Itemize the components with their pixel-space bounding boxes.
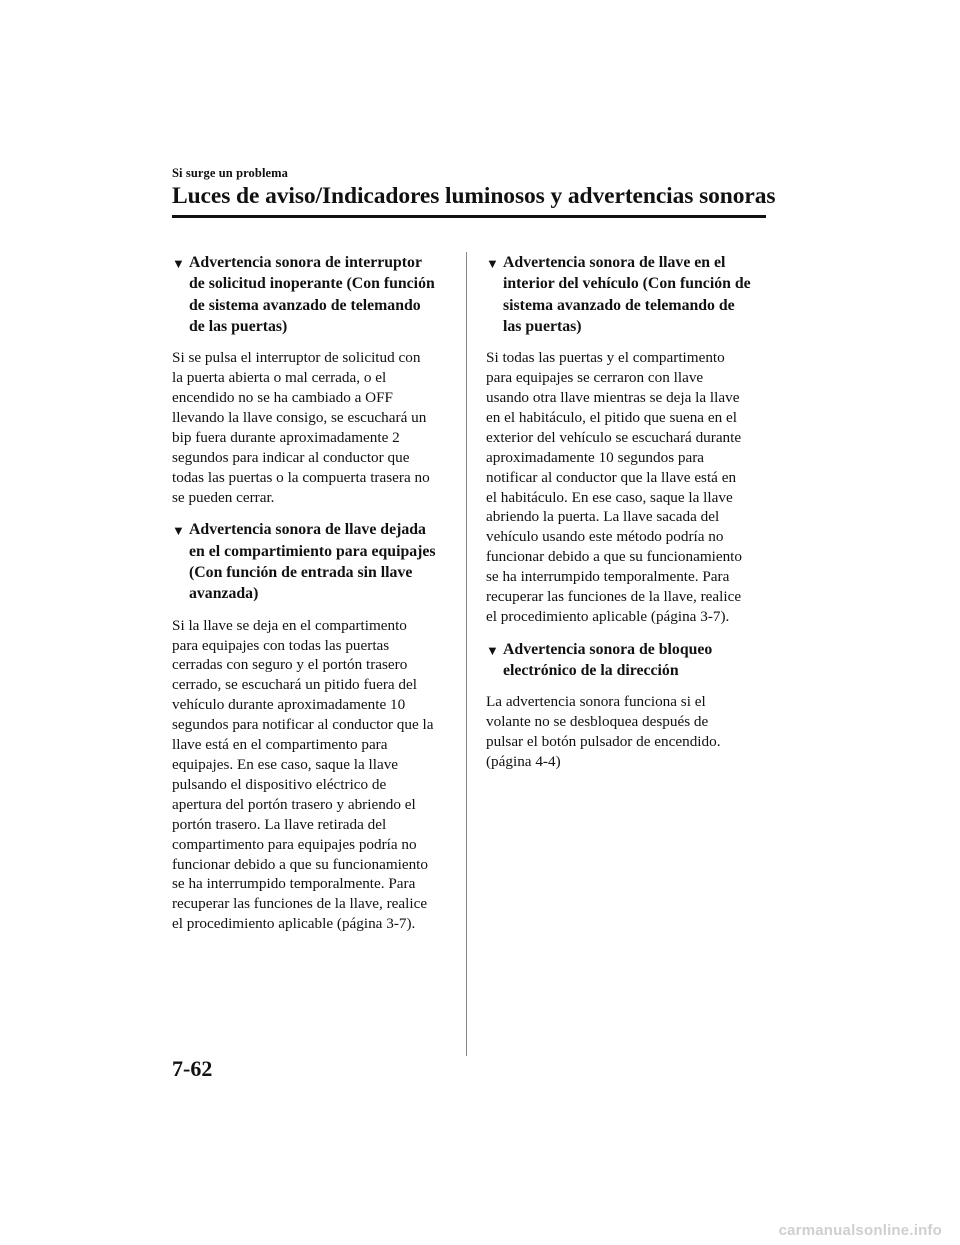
- triangle-marker-icon: ▼: [172, 256, 185, 271]
- body-line: usando otra llave mientras se deja la llave: [486, 389, 740, 406]
- watermark: carmanualsonline.info: [778, 1222, 942, 1239]
- column-divider: [466, 252, 467, 1056]
- section-heading: [172, 252, 454, 337]
- body-line: la puerta abierta o mal cerrada, o el: [172, 369, 387, 387]
- body-paragraph: [172, 348, 454, 507]
- title-rule: [172, 215, 766, 218]
- body-line: llave está en el compartimento para: [172, 736, 388, 754]
- triangle-marker-icon: ▼: [486, 642, 499, 658]
- body-line: Si la llave se deja en el compartimento: [172, 616, 407, 634]
- left-column: [172, 252, 454, 946]
- heading-line: en el compartimiento para equipajes: [189, 542, 436, 560]
- body-line: abriendo la puerta. La llave sacada del: [486, 508, 720, 526]
- heading-line: Advertencia sonora de llave dejada: [189, 521, 426, 539]
- page-title: Luces de aviso/Indicadores luminosos y advertencias sonoras: [172, 183, 776, 209]
- body-line: funcionar debido a que su funcionamiento: [172, 855, 428, 873]
- body-line: (página 4-4): [486, 753, 561, 771]
- body-line: equipajes. En ese caso, saque la llave: [172, 755, 399, 773]
- section-heading: [172, 519, 454, 604]
- triangle-marker-icon: ▼: [486, 256, 499, 271]
- heading-line: avanzada): [189, 585, 259, 603]
- body-line: para equipajes se cerraron con llave: [486, 369, 704, 387]
- body-paragraph: [486, 348, 768, 627]
- body-line: el habitáculo. En ese caso, saque la llave: [486, 488, 733, 506]
- body-line: La advertencia sonora funciona si el: [486, 693, 706, 711]
- body-line: notificar al conductor que la llave está en: [486, 468, 737, 486]
- body-line: llevando la llave consigo, se escuchará un: [172, 408, 427, 426]
- body-line: cerrado, se escuchará un pitido fuera del: [172, 676, 417, 694]
- heading-line: Advertencia sonora de interruptor: [189, 254, 422, 271]
- body-line: exterior del vehículo se escuchará durante: [486, 428, 742, 446]
- body-line: portón trasero. La llave retirada del: [172, 815, 387, 833]
- body-line: en el habitáculo, el pitido que suena en el: [486, 408, 737, 426]
- body-line: se pueden cerrar.: [172, 488, 275, 506]
- body-line: apertura del portón trasero y abriendo el: [172, 795, 416, 813]
- heading-line: sistema avanzado de telemando de: [503, 296, 735, 314]
- body-line: Si se pulsa el interruptor de solicitud con: [172, 349, 421, 367]
- body-line: el procedimiento aplicable (página 3-7).: [486, 607, 730, 625]
- body-line: pulsar el botón pulsador de encendido.: [486, 733, 721, 751]
- body-paragraph: [486, 692, 768, 772]
- heading-line: (Con función de entrada sin llave: [189, 564, 413, 582]
- heading-line: interior del vehículo (Con función de: [503, 275, 751, 293]
- body-line: para equipajes con todas las puertas: [172, 636, 390, 654]
- body-line: bip fuera durante aproximadamente 2: [172, 428, 400, 446]
- body-line: el procedimiento aplicable (página 3-7).: [172, 915, 416, 933]
- body-line: vehículo usando este método podría no: [486, 528, 724, 546]
- section-label: Si surge un problema: [172, 166, 289, 180]
- body-line: volante no se desbloquea después de: [486, 713, 709, 731]
- heading-line: electrónico de la dirección: [503, 662, 679, 680]
- body-line: recuperar las funciones de la llave, realice: [486, 588, 742, 606]
- body-line: funcionar debido a que su funcionamiento: [486, 548, 742, 566]
- right-column: [486, 252, 768, 784]
- heading-line: de las puertas): [189, 317, 288, 335]
- triangle-marker-icon: ▼: [172, 523, 185, 539]
- page-number: 7-62: [172, 1056, 213, 1081]
- body-paragraph: [172, 616, 454, 935]
- heading-line: de solicitud inoperante (Con función: [189, 275, 435, 293]
- body-line: aproximadamente 10 segundos para: [486, 448, 705, 466]
- body-line: todas las puertas o la compuerta trasera no: [172, 468, 430, 486]
- body-line: encendido no se ha cambiado a OFF: [172, 389, 394, 406]
- heading-line: Advertencia sonora de bloqueo: [503, 640, 713, 658]
- body-line: se ha interrumpido temporalmente. Para: [172, 875, 416, 893]
- body-line: se ha interrumpido temporalmente. Para: [486, 568, 730, 586]
- heading-line: de sistema avanzado de telemando: [189, 296, 421, 314]
- section-heading: [486, 252, 768, 337]
- heading-line: Advertencia sonora de llave en el: [503, 254, 726, 271]
- body-line: recuperar las funciones de la llave, realice: [172, 895, 428, 913]
- section-heading: [486, 639, 768, 682]
- heading-line: las puertas): [503, 317, 582, 335]
- body-line: segundos para notificar al conductor que la: [172, 716, 434, 734]
- body-line: Si todas las puertas y el compartimento: [486, 349, 725, 367]
- body-line: compartimento para equipajes podría no: [172, 835, 417, 853]
- body-line: cerradas con seguro y el portón trasero: [172, 656, 408, 674]
- body-line: pulsando el dispositivo eléctrico de: [172, 775, 387, 793]
- body-line: segundos para indicar al conductor que: [172, 448, 410, 466]
- body-line: vehículo durante aproximadamente 10: [172, 696, 406, 714]
